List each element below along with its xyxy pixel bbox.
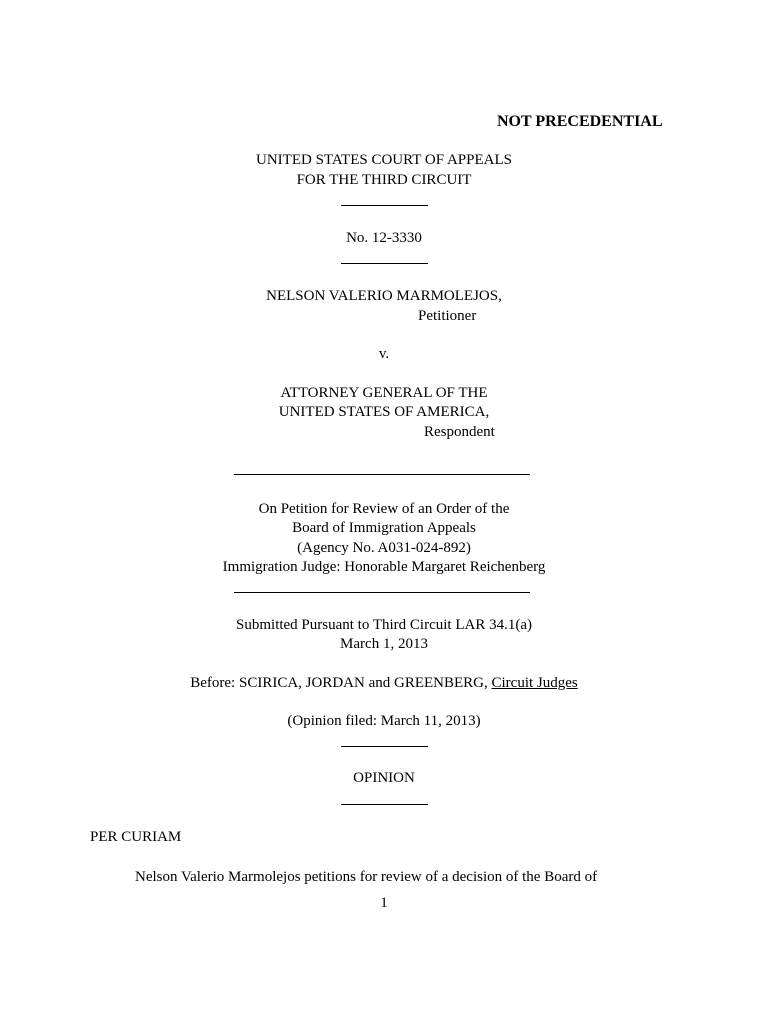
respondent-line-1: ATTORNEY GENERAL OF THE (280, 385, 488, 401)
versus: v. (378, 346, 390, 362)
immigration-judge: Immigration Judge: Honorable Margaret Reichenberg (222, 559, 546, 575)
petitioner-name: NELSON VALERIO MARMOLEJOS, (266, 288, 502, 304)
court-name-line-1: UNITED STATES COURT OF APPEALS (256, 152, 512, 168)
petition-line-1: On Petition for Review of an Order of the (258, 501, 510, 517)
petitioner-role: Petitioner (418, 308, 477, 324)
panel-names: Before: SCIRICA, JORDAN and GREENBERG, (190, 675, 492, 691)
divider-short (341, 263, 428, 264)
per-curiam: PER CURIAM (90, 829, 182, 845)
panel-title: Circuit Judges (491, 675, 578, 691)
agency-number: (Agency No. A031-024-892) (297, 540, 471, 556)
court-name-line-2: FOR THE THIRD CIRCUIT (296, 172, 472, 188)
precedential-status: NOT PRECEDENTIAL (497, 113, 663, 130)
opinion-heading: OPINION (353, 770, 415, 786)
opinion-filed-date: (Opinion filed: March 11, 2013) (287, 713, 481, 729)
divider-short (341, 804, 428, 805)
petition-line-2: Board of Immigration Appeals (292, 520, 476, 536)
opinion-body-first-line: Nelson Valerio Marmolejos petitions for review of a decision of the Board of (135, 869, 598, 885)
divider-long (234, 592, 530, 593)
case-number: No. 12-3330 (346, 230, 422, 246)
panel-judges (0, 673, 768, 693)
divider-long (234, 474, 530, 475)
divider-short (341, 746, 428, 747)
respondent-role: Respondent (424, 424, 495, 440)
divider-short (341, 205, 428, 206)
submission-date: March 1, 2013 (340, 636, 428, 652)
respondent-line-2: UNITED STATES OF AMERICA, (278, 404, 490, 420)
submission-line: Submitted Pursuant to Third Circuit LAR 34.1(a) (236, 617, 532, 633)
page-number: 1 (380, 895, 388, 911)
